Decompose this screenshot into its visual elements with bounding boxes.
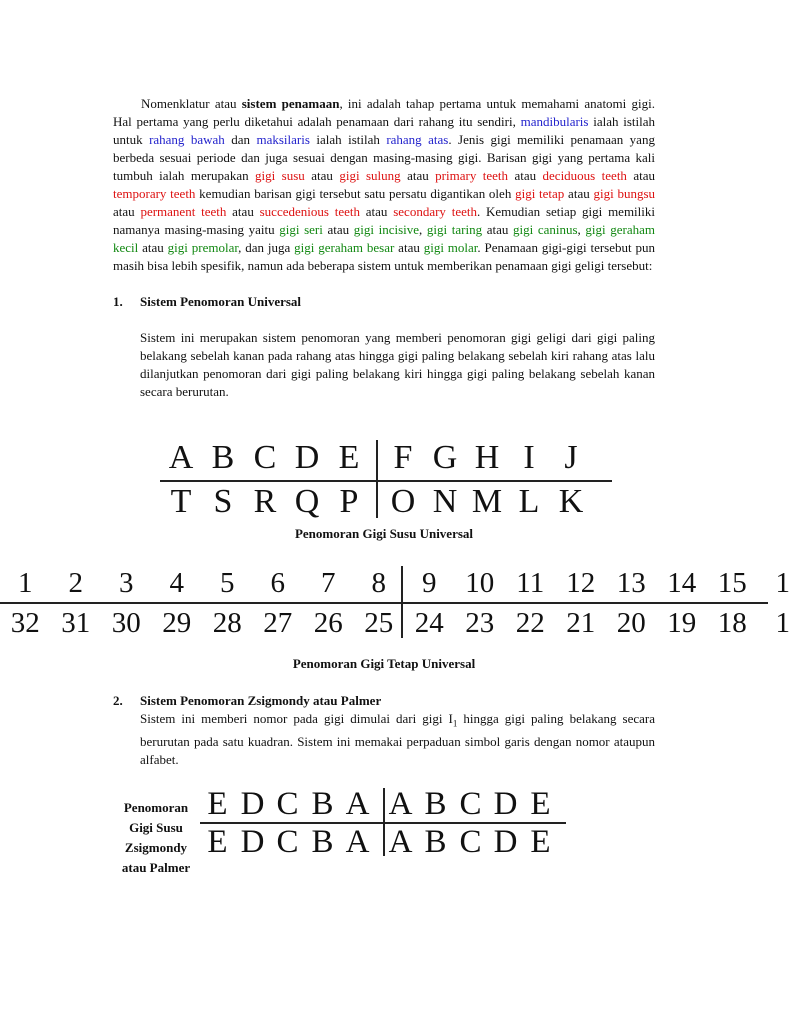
permanent-chart-cell: 26	[313, 607, 343, 639]
term-green: gigi geraham besar	[294, 240, 395, 255]
text-run: ,	[419, 222, 427, 237]
text-run: atau	[322, 222, 354, 237]
term-red: gigi bungsu	[593, 186, 655, 201]
palmer-chart-cell: A	[345, 824, 370, 860]
text-run: atau	[564, 186, 594, 201]
text-run: , dan juga	[238, 240, 295, 255]
permanent-chart-caption: Penomoran Gigi Tetap Universal	[292, 656, 476, 671]
primary-teeth-chart	[160, 440, 612, 520]
palmer-chart-cell: D	[493, 824, 518, 860]
text-run: atau	[400, 168, 436, 183]
permanent-chart-cell: 7	[321, 567, 336, 599]
palmer-label-line-1: Penomoran	[123, 800, 189, 815]
permanent-chart-cell: 29	[162, 607, 192, 639]
text-run: atau	[508, 168, 543, 183]
section-1-body-text: Sistem ini merupakan sistem penomoran yang memberi penomoran gigi geligi dari gigi paling belakang sebelah kanan pada rahang atas hingga gigi paling belakang sebelah kiri rahang atas lalu dilanjutkan penomoran dari gigi paling belakang kiri hingga gigi paling belakang sebelah kanan secara berurutan.	[140, 330, 655, 399]
term-blue: mandibularis	[520, 114, 589, 129]
primary-chart-caption: Penomoran Gigi Susu Universal	[294, 526, 474, 541]
term-red: gigi susu	[255, 168, 305, 183]
palmer-chart-cell: B	[311, 824, 334, 860]
permanent-teeth-chart	[0, 566, 790, 640]
palmer-chart-cell: A	[388, 824, 413, 860]
palmer-chart-cell: B	[424, 786, 447, 822]
palmer-label-line-3: Zsigmondy	[124, 840, 188, 855]
palmer-chart-vertical-line	[383, 788, 385, 856]
permanent-chart-cell: 21	[566, 607, 596, 639]
primary-chart-cell: K	[558, 483, 584, 520]
palmer-label-line-2: Gigi Susu	[129, 820, 183, 835]
primary-chart-vertical-line	[376, 440, 378, 518]
term-blue: rahang bawah	[149, 132, 225, 147]
permanent-chart-cell: 25	[364, 607, 394, 639]
permanent-chart-cell: 30	[111, 607, 141, 639]
section-2-number: 2.	[113, 693, 123, 708]
permanent-chart-cell: 15	[717, 567, 747, 599]
primary-chart-cell: T	[170, 483, 192, 520]
intro-paragraph	[113, 95, 655, 275]
term-green: gigi seri	[279, 222, 323, 237]
primary-chart-cell: Q	[294, 483, 320, 520]
palmer-chart-cell: E	[530, 786, 551, 822]
text-run: . Kemudian setiap gigi memiliki namanya masing-masing yaitu	[113, 204, 656, 237]
palmer-chart-cell: C	[276, 824, 299, 860]
palmer-chart-cell: B	[424, 824, 447, 860]
section-1-heading	[113, 293, 655, 311]
text-run: atau	[113, 204, 141, 219]
term-green: gigi taring	[426, 222, 483, 237]
palmer-chart-cell: C	[276, 786, 299, 822]
palmer-label-line-4: atau Palmer	[121, 860, 191, 875]
primary-chart-cell: O	[390, 483, 416, 520]
primary-chart-cell: G	[432, 439, 458, 476]
term-red: secondary teeth	[393, 204, 477, 219]
palmer-chart-cell: A	[388, 786, 413, 822]
permanent-chart-cell: 20	[616, 607, 646, 639]
section-1-number: 1.	[113, 294, 123, 309]
term-green: gigi caninus	[512, 222, 578, 237]
permanent-chart-cell: 9	[422, 567, 437, 599]
primary-chart-cell: S	[213, 483, 233, 520]
section-2-body	[113, 710, 655, 769]
palmer-chart-cell: C	[459, 824, 482, 860]
permanent-chart-cell: 8	[371, 567, 386, 599]
section-2-heading	[113, 692, 655, 710]
permanent-chart-cell: 13	[616, 567, 646, 599]
text-run: ialah istilah untuk	[113, 114, 655, 147]
bold-term: sistem penamaan	[241, 96, 340, 111]
document-body	[113, 95, 655, 401]
permanent-chart-cell: 11	[516, 567, 545, 599]
primary-chart-cell: N	[432, 483, 458, 520]
primary-chart-cell: M	[471, 483, 503, 520]
permanent-chart-cell: 3	[119, 567, 134, 599]
palmer-chart-cell: C	[459, 786, 482, 822]
section-1-body	[113, 311, 655, 401]
text-run: . Jenis gigi memiliki penamaan yang berbeda sesuai periode dan juga sesuai dengan masing-masing gigi. Barisan gigi yang pertama kali tumbuh ialah merupakan	[113, 132, 655, 183]
primary-chart-cell: J	[564, 439, 578, 476]
palmer-chart-cell: E	[530, 824, 551, 860]
permanent-chart-cell: 1	[775, 607, 790, 639]
chart-gap	[375, 786, 383, 822]
primary-chart-cell: F	[393, 439, 413, 476]
primary-chart-cell: E	[338, 439, 360, 476]
palmer-chart-cell: E	[207, 824, 228, 860]
primary-chart-cell: A	[168, 439, 194, 476]
permanent-chart-cell: 24	[414, 607, 444, 639]
text-run: atau	[394, 240, 424, 255]
palmer-chart-cell: D	[493, 786, 518, 822]
section-2-body-part2: hingga gigi paling belakang secara berurutan pada satu kuadran. Sistem ini memakai perpaduan simbol garis dengan nomor ataupun alfabet.	[140, 711, 655, 767]
primary-chart-cell: I	[523, 439, 535, 476]
text-run: dan	[224, 132, 257, 147]
permanent-chart-cell: 31	[61, 607, 91, 639]
term-green: gigi incisive	[353, 222, 420, 237]
primary-chart-cell: P	[339, 483, 359, 520]
palmer-chart-cell: D	[240, 786, 265, 822]
permanent-chart-cell: 10	[465, 567, 495, 599]
section-2-title: Sistem Penomoran Zsigmondy atau Palmer	[140, 693, 382, 708]
permanent-chart-cell: 28	[212, 607, 242, 639]
term-blue: rahang atas	[386, 132, 449, 147]
text-run: atau	[304, 168, 340, 183]
primary-chart-cell: L	[518, 483, 540, 520]
permanent-chart-cell: 6	[270, 567, 285, 599]
permanent-chart-cell: 5	[220, 567, 235, 599]
term-green: gigi premolar	[167, 240, 239, 255]
permanent-chart-cell: 27	[263, 607, 293, 639]
text-run: ialah istilah	[309, 132, 387, 147]
permanent-chart-cell: 23	[465, 607, 495, 639]
permanent-chart-cell: 14	[667, 567, 697, 599]
permanent-chart-cell: 1	[18, 567, 33, 599]
palmer-chart	[200, 786, 568, 858]
text-run: atau	[138, 240, 168, 255]
primary-chart-cell: H	[474, 439, 500, 476]
palmer-chart-cell: E	[207, 786, 228, 822]
primary-chart-horizontal-line	[160, 480, 612, 482]
section-2-body-part1: Sistem ini memberi nomor pada gigi dimulai dari gigi I	[140, 711, 453, 726]
permanent-chart-cell: 1	[775, 567, 790, 599]
palmer-chart-cell: D	[240, 824, 265, 860]
permanent-chart-vertical-line	[401, 566, 403, 638]
permanent-chart-cell: 2	[68, 567, 83, 599]
term-red: permanent teeth	[140, 204, 227, 219]
primary-chart-cell: C	[253, 439, 277, 476]
term-red: gigi tetap	[515, 186, 565, 201]
palmer-chart-cell: B	[311, 786, 334, 822]
text-run: Nomenklatur atau	[141, 96, 242, 111]
permanent-chart-cell: 18	[717, 607, 747, 639]
primary-chart-cell: B	[211, 439, 235, 476]
term-red: succedenious teeth	[259, 204, 360, 219]
term-red: deciduous teeth	[542, 168, 627, 183]
term-red: temporary teeth	[113, 186, 196, 201]
term-green: gigi molar	[423, 240, 478, 255]
permanent-chart-cell: 4	[169, 567, 184, 599]
primary-chart-cell: R	[253, 483, 277, 520]
palmer-chart-label	[108, 798, 204, 878]
term-red: gigi sulung	[339, 168, 401, 183]
term-red: primary teeth	[435, 168, 509, 183]
text-run: atau	[226, 204, 260, 219]
palmer-chart-cell: A	[345, 786, 370, 822]
term-green: gigi geraham kecil	[113, 222, 656, 255]
permanent-chart-cell: 12	[566, 567, 596, 599]
section-2-subscript: 1	[452, 718, 458, 729]
section-1-title: Sistem Penomoran Universal	[140, 294, 302, 309]
text-run: . Penamaan gigi-gigi tersebut pun masih bisa lebih spesifik, namun ada beberapa sistem untuk memberikan penamaan gigi geligi tersebut:	[113, 240, 655, 273]
permanent-chart-cell: 19	[667, 607, 697, 639]
text-run: kemudian barisan gigi tersebut satu persatu digantikan oleh	[195, 186, 516, 201]
text-run: atau	[482, 222, 513, 237]
permanent-chart-cell: 22	[515, 607, 545, 639]
permanent-chart-cell: 32	[10, 607, 40, 639]
chart-gap	[375, 824, 383, 860]
section-2	[113, 692, 655, 769]
permanent-chart-horizontal-line	[0, 602, 768, 604]
text-run: atau	[359, 204, 394, 219]
primary-chart-cell: D	[294, 439, 320, 476]
term-blue: maksilaris	[256, 132, 310, 147]
text-run: ,	[577, 222, 586, 237]
text-run: , ini adalah tahap pertama untuk memahami anatomi gigi. Hal pertama yang perlu diketahui adalah penamaan dari rahang itu sendiri,	[113, 96, 655, 129]
text-run: atau	[626, 168, 656, 183]
